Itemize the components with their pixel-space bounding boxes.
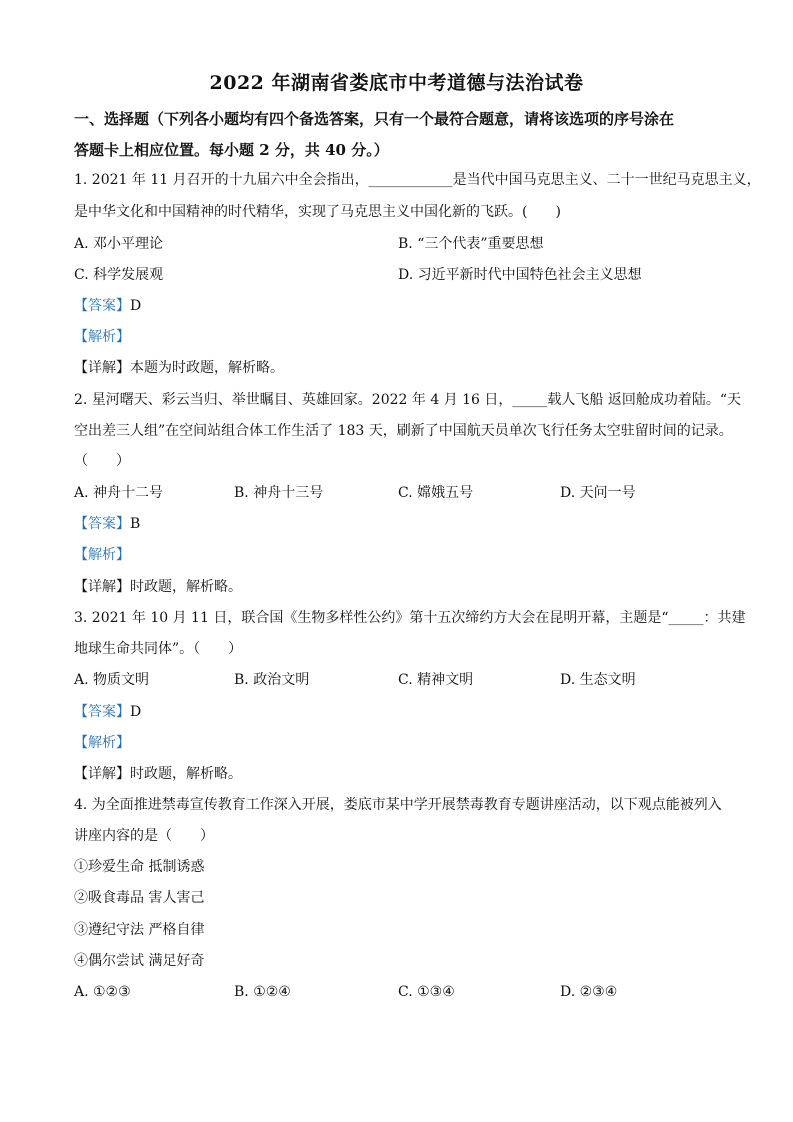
detail-text: 时政题，解析略。 bbox=[130, 766, 242, 782]
question-1-option-a: A. 邓小平理论 bbox=[74, 236, 164, 252]
question-3-answer bbox=[74, 702, 724, 722]
question-2-answer bbox=[74, 514, 724, 534]
question-3-analysis bbox=[74, 733, 724, 753]
question-1-stem-line-1: 1. 2021 年 11 月召开的十九届六中全会指出，____________是当代中国马克思主义、二十一世纪马克思主义， bbox=[74, 172, 761, 188]
question-4-option-c: C. ①③④ bbox=[398, 984, 455, 1000]
detail-text: 本题为时政题，解析略。 bbox=[130, 360, 284, 376]
question-2-option-d: D. 天问一号 bbox=[560, 485, 636, 501]
question-1-option-c: C. 科学发展观 bbox=[74, 267, 164, 283]
question-3-option-a: A. 物质文明 bbox=[74, 672, 150, 688]
detail-label: 【详解】 bbox=[74, 360, 130, 376]
question-4-stem-line-1: 4. 为全面推进禁毒宣传教育工作深入开展，娄底市某中学开展禁毒教育专题讲座活动，以下观点能被列入 bbox=[74, 797, 722, 813]
answer-value: B bbox=[130, 516, 141, 532]
question-1-option-d: D. 习近平新时代中国特色社会主义思想 bbox=[398, 267, 642, 283]
question-4-option-d: D. ②③④ bbox=[560, 984, 618, 1000]
question-4-item-4: ④偶尔尝试 满足好奇 bbox=[74, 953, 205, 969]
question-4-option-b: B. ①②④ bbox=[234, 984, 291, 1000]
question-4-option-a: A. ①②③ bbox=[74, 984, 131, 1000]
analysis-label: 【解析】 bbox=[74, 735, 130, 751]
question-4-item-3: ③遵纪守法 严格自律 bbox=[74, 922, 205, 938]
answer-label: 【答案】 bbox=[74, 516, 130, 532]
question-4-item-1: ①珍爱生命 抵制诱惑 bbox=[74, 859, 205, 875]
question-1-stem-line-2: 是中华文化和中国精神的时代精华，实现了马克思主义中国化新的飞跃。( ) bbox=[74, 204, 561, 220]
question-1-detail bbox=[74, 358, 724, 378]
question-2-analysis bbox=[74, 545, 724, 565]
question-3-option-c: C. 精神文明 bbox=[398, 672, 474, 688]
section-heading-line-1: 一、选择题（下列各小题均有四个备选答案，只有一个最符合题意，请将该选项的序号涂在 bbox=[74, 110, 675, 128]
question-2-detail bbox=[74, 577, 724, 597]
answer-value: D bbox=[130, 298, 142, 314]
section-heading-line-2: 答题卡上相应位置。每小题 2 分，共 40 分。） bbox=[74, 141, 389, 159]
detail-label: 【详解】 bbox=[74, 579, 130, 595]
question-1-answer bbox=[74, 296, 724, 316]
analysis-label: 【解析】 bbox=[74, 329, 130, 345]
question-4-item-2: ②吸食毒品 害人害己 bbox=[74, 890, 205, 906]
question-3-option-b: B. 政治文明 bbox=[234, 672, 310, 688]
question-2-stem-line-1: 2. 星河曙天、彩云当归、举世瞩目、英雄回家。2022 年 4 月 16 日，_____载人飞船 返回舱成功着陆。“天 bbox=[74, 392, 742, 408]
page-title: 2022 年湖南省娄底市中考道德与法治试卷 bbox=[209, 72, 584, 94]
question-2-stem-line-3: （ ） bbox=[74, 453, 130, 469]
question-3-stem-line-1: 3. 2021 年 10 月 11 日，联合国《生物多样性公约》第十五次缔约方大会在昆明开幕，主题是“_____：共建 bbox=[74, 610, 746, 626]
analysis-label: 【解析】 bbox=[74, 547, 130, 563]
answer-value: D bbox=[130, 704, 142, 720]
question-2-option-c: C. 嫦娥五号 bbox=[398, 485, 474, 501]
detail-label: 【详解】 bbox=[74, 766, 130, 782]
question-1-option-b: B. “三个代表”重要思想 bbox=[398, 236, 544, 252]
question-3-option-d: D. 生态文明 bbox=[560, 672, 636, 688]
answer-label: 【答案】 bbox=[74, 298, 130, 314]
question-4-stem-line-2: 讲座内容的是（ ） bbox=[74, 828, 214, 844]
question-3-detail bbox=[74, 764, 724, 784]
question-3-stem-line-2: 地球生命共同体”。（ ） bbox=[74, 641, 243, 657]
answer-label: 【答案】 bbox=[74, 704, 130, 720]
question-1-analysis bbox=[74, 327, 724, 347]
question-2-option-b: B. 神舟十三号 bbox=[234, 485, 324, 501]
detail-text: 时政题，解析略。 bbox=[130, 579, 242, 595]
question-2-option-a: A. 神舟十二号 bbox=[74, 485, 164, 501]
section-heading bbox=[74, 104, 724, 166]
question-2-stem-line-2: 空出差三人组”在空间站组合体工作生活了 183 天，刷新了中国航天员单次飞行任务太空驻留时间的记录。 bbox=[74, 423, 733, 439]
